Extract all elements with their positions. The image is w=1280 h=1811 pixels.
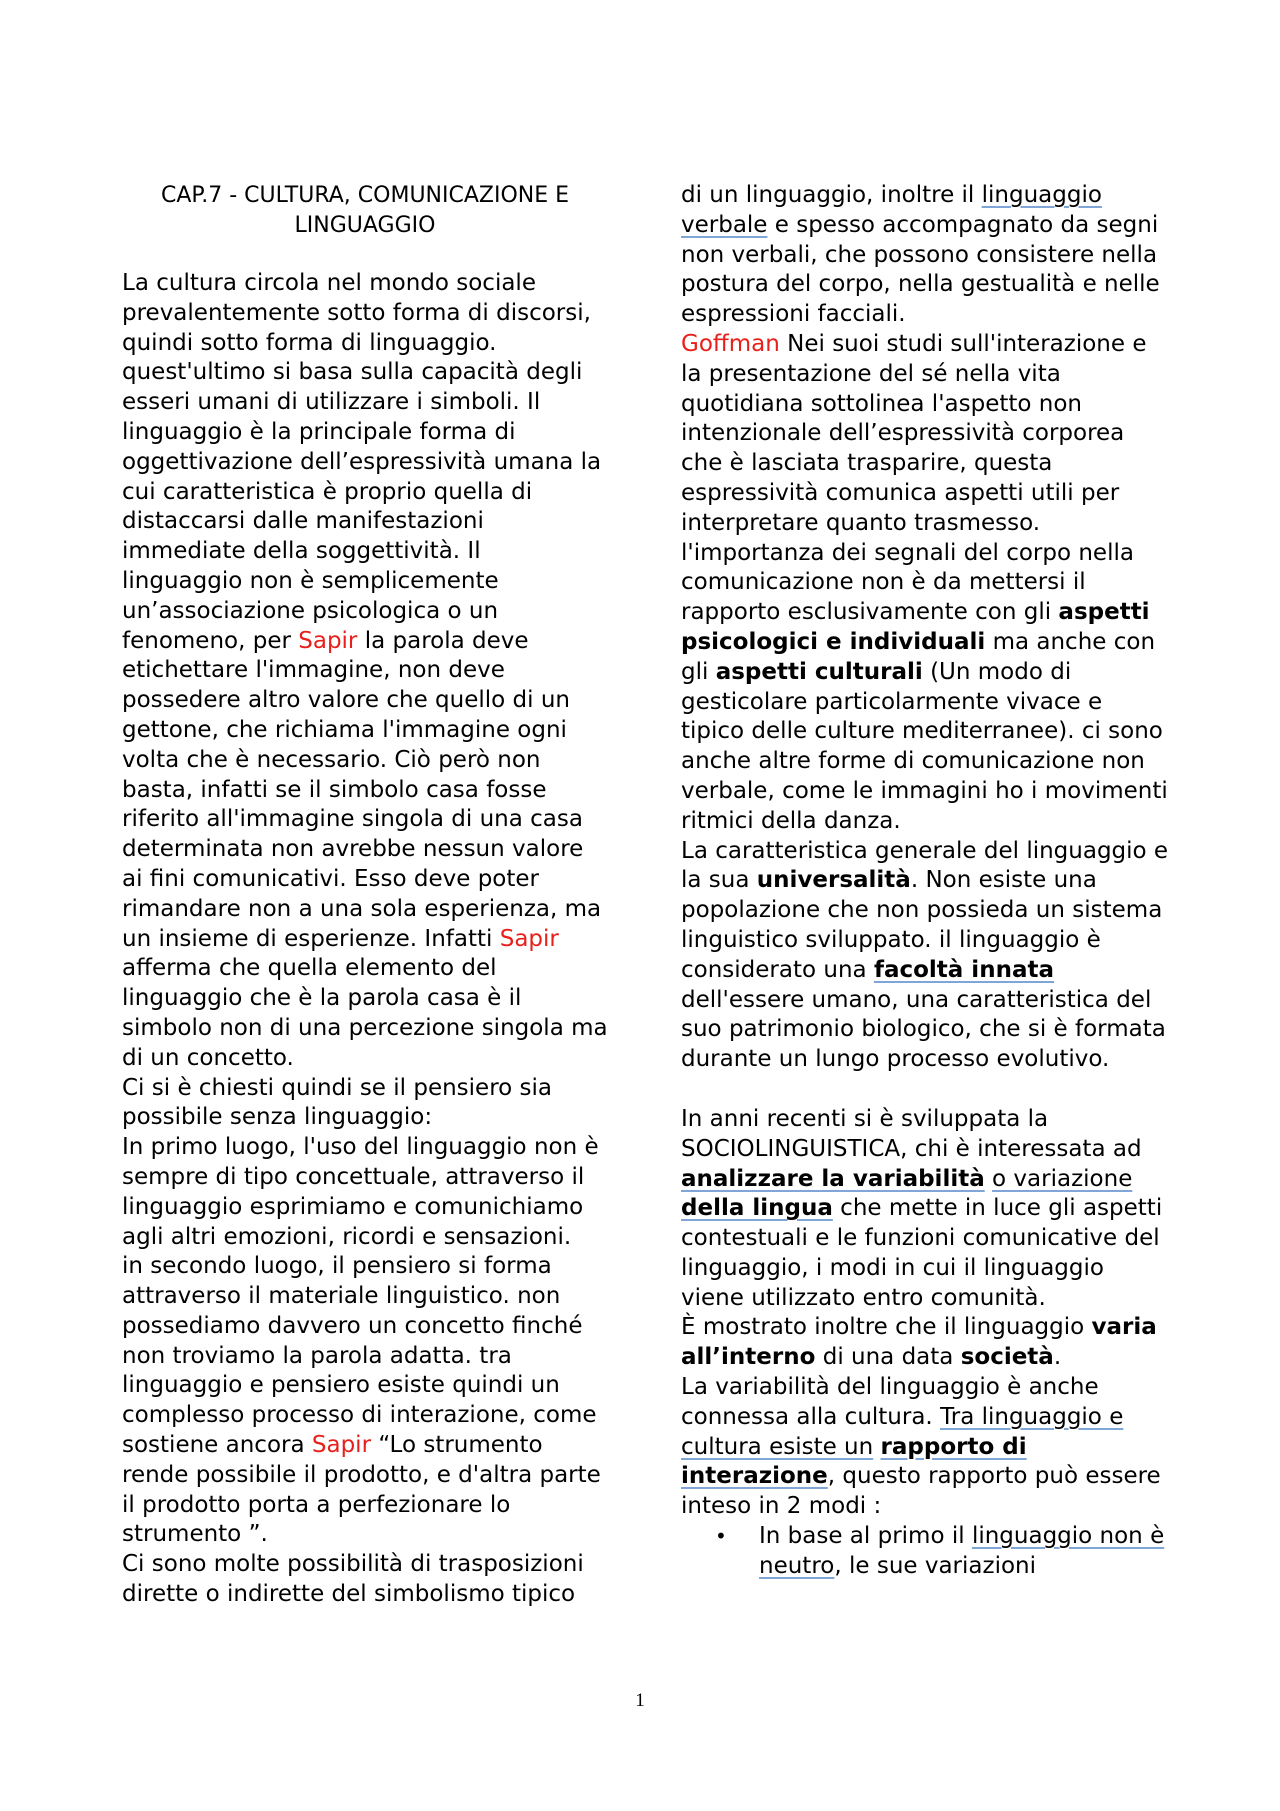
chapter-title: CAP.7 - CULTURA, COMUNICAZIONE E LINGUAGGIO — [160, 183, 570, 238]
paragraph-universalita: La caratteristica generale del linguaggio e la sua universalità. Non esiste una popolazione che non possieda un sistema linguistico sviluppato. il linguaggio è considerato una facoltà innata dell'essere umano, una caratteristica del suo patrimonio biologico, che si è formata durante un lungo processo evolutivo. — [681, 837, 1169, 1073]
list-item: • In base al primo il linguaggio non è neutro, le sue variazioni — [715, 1523, 1165, 1579]
paragraph-varia: È mostrato inoltre che il linguaggio varia all’interno di una data società. — [681, 1314, 1157, 1371]
paragraph-pensiero: Ci si è chiesti quindi se il pensiero sia possibile senza linguaggio: — [122, 1074, 553, 1131]
right-column — [681, 181, 1171, 1582]
paragraph-sociolinguistica: In anni recenti si è sviluppata la SOCIOLINGUISTICA, chi è interessata ad analizzare la variabilità o variazione della lingua che mette in luce gli aspetti contestuali e le funzioni comunicative del linguaggio, i modi in cui il linguaggio viene utilizzato entro comunità. — [681, 1105, 1163, 1311]
paragraph-linguaggio-verbale: di un linguaggio, inoltre il linguaggio verbale e spesso accompagnato da segni non verbali, che possono consistere nella postura del corpo, nella gestualità e nelle espressioni facciali. — [681, 182, 1160, 328]
author-sapir: Sapir — [311, 1432, 372, 1459]
author-sapir: Sapir — [298, 627, 358, 654]
paragraph-variabilita: La variabilità del linguaggio è anche connessa alla cultura. Tra linguaggio e cultura esiste un rapporto di interazione, questo rapporto può essere inteso in 2 modi : — [681, 1374, 1161, 1520]
paragraph-gap — [681, 1075, 1171, 1105]
bullet-list — [681, 1522, 1171, 1582]
paragraph-segnali-corpo: l'importanza dei segnali del corpo nella comunicazione non è da mettersi il rapporto esclusivamente con gli aspetti psicologici e individuali ma anche con gli aspetti culturali (Un modo di gesticolare particolarmente vivace e tipico delle culture mediterranee). ci sono anche altre forme di comunicazione non verbale, come le immagini ho i movimenti ritmici della danza. — [681, 539, 1168, 834]
paragraph-primo-luogo: In primo luogo, l'uso del linguaggio non è sempre di tipo concettuale, attraverso il linguaggio esprimiamo e comunichiamo agli altri emozioni, ricordi e sensazioni. — [122, 1134, 599, 1250]
author-sapir: Sapir — [499, 925, 559, 952]
page-number: 1 — [635, 1690, 645, 1711]
bullet-icon: • — [715, 1524, 727, 1549]
paragraph-goffman: Goffman Nei suoi studi sull'interazione e la presentazione del sé nella vita quotidiana sottolinea l'aspetto non intenzionale dell’espressività corporea che è lasciata trasparire, questa espressività comunica aspetti utili per interpretare quanto trasmesso. — [681, 330, 1147, 536]
author-goffman: Goffman — [681, 330, 780, 357]
paragraph-secondo-luogo: in secondo luogo, il pensiero si forma attraverso il materiale linguistico. non possediamo davvero un concetto finché non troviamo la parola adatta. tra linguaggio e pensiero esiste quindi un complesso processo di interazione, come sostiene ancora Sapir “Lo strumento rende possibile il prodotto, e d'altra parte il prodotto porta a perfezionare lo strumento ”. — [122, 1253, 601, 1548]
underlined-text: linguaggio verbale — [681, 182, 1102, 238]
paragraph-cultura: La cultura circola nel mondo sociale prevalentemente sotto forma di discorsi, quindi sotto forma di linguaggio. quest'ultimo si basa sulla capacità degli esseri umani di utilizzare i simboli. Il linguaggio è la principale forma di oggettivazione dell’espressività umana la cui caratteristica è proprio quella di distaccarsi dalle manifestazioni immediate della soggettività. Il linguaggio non è semplicemente un’associazione psicologica o un fenomeno, per Sapir la parola deve etichettare l'immagine, non deve possedere altro valore che quello di un gettone, che richiama l'immagine ogni volta che è necessario. Ciò però non basta, infatti se il simbolo casa fosse riferito all'immagine singola di una casa determinata non avrebbe nessun valore ai fini comunicativi. Esso deve poter rimandare non a una sola esperienza, ma un insieme di esperienze. Infatti Sapir afferma che quella elemento del linguaggio che è la parola casa è il simbolo non di una percezione singola ma di un concetto. — [122, 270, 608, 1071]
left-column — [122, 181, 608, 1610]
paragraph-trasposizioni: Ci sono molte possibilità di trasposizioni dirette o indirette del simbolismo tipico — [122, 1551, 584, 1608]
